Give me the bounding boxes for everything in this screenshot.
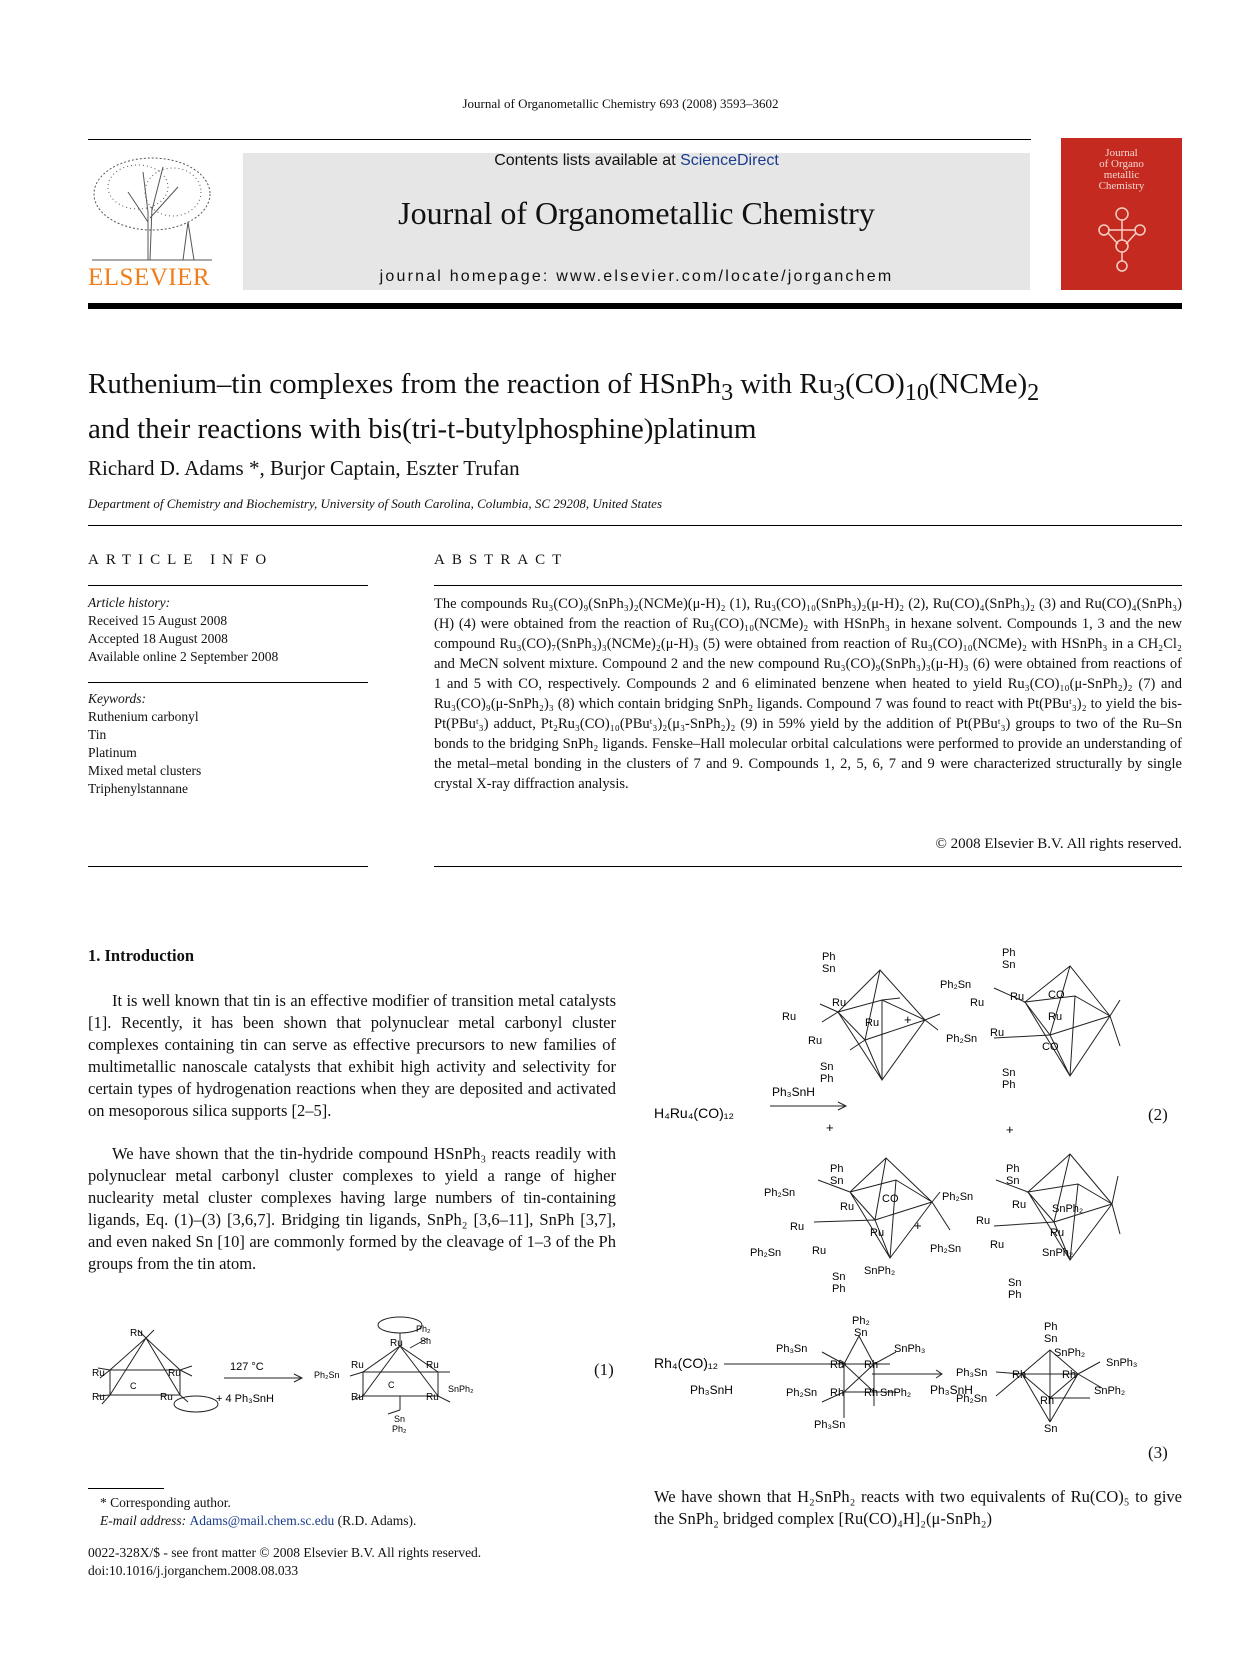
abstract-heading: ABSTRACT bbox=[434, 552, 569, 568]
eq3-sn-label: Sn bbox=[1044, 1423, 1058, 1435]
eq2-sn-label: Sn bbox=[820, 1061, 834, 1073]
eq2-ph-label: Ph bbox=[1006, 1163, 1020, 1175]
eq3-rh-label: Rh bbox=[1040, 1395, 1055, 1407]
front-matter: 0022-328X/$ - see front matter © 2008 Elsevier B.V. All rights reserved. doi:10.1016/j.jorganchem.2008.08.033 bbox=[88, 1544, 648, 1580]
eq3-rh-label: Rh bbox=[864, 1387, 879, 1399]
eq2-reactant: H₄Ru₄(CO)₁₂ bbox=[654, 1105, 734, 1121]
eq2-plus: + bbox=[826, 1120, 834, 1135]
eq2-co-label: CO bbox=[882, 1193, 899, 1205]
abstract-rule bbox=[434, 585, 1182, 586]
eq2-plus: + bbox=[914, 1218, 922, 1233]
eq1-ru-label: Ru bbox=[130, 1328, 143, 1339]
eq2-ph2sn-label: Ph₂Sn bbox=[764, 1187, 796, 1199]
header-thick-rule bbox=[88, 303, 1182, 309]
eq1-ru-label: Ru bbox=[92, 1368, 105, 1379]
journal-title: Journal of Organometallic Chemistry bbox=[398, 195, 875, 231]
eq2-ru-label: Ru bbox=[812, 1245, 827, 1257]
section-heading-introduction: 1. Introduction bbox=[88, 946, 195, 965]
eq3-snph2-label: SnPh₂ bbox=[1094, 1385, 1126, 1397]
eq2-ph2sn-label: Ph₂Sn bbox=[946, 1033, 978, 1045]
doi: doi:10.1016/j.jorganchem.2008.08.033 bbox=[88, 1563, 299, 1578]
equation-2-scheme bbox=[650, 940, 1170, 1300]
cover-molecule-graphic bbox=[1090, 200, 1154, 280]
article-title: Ruthenium–tin complexes from the reaction of HSnPh$_3$ with $Ru_3(CO)_{10}(NCMe)_2$ and their reactions with bis(tri-t-butylphosphine)platinum bbox=[88, 368, 1040, 445]
equation-1-scheme bbox=[88, 1310, 628, 1440]
eq2-sn-label: Sn bbox=[1002, 1067, 1016, 1079]
eq3-ph3sn-label: Ph₃Sn bbox=[956, 1367, 988, 1379]
abstract-bottom-rule bbox=[434, 866, 1182, 867]
eq2-ph2sn-label: Ph₂Sn bbox=[930, 1243, 962, 1255]
eq1-ru-label: Ru bbox=[92, 1392, 105, 1403]
eq2-ph-label: Ph bbox=[1002, 1079, 1016, 1091]
eq2-sn-label: Sn bbox=[1008, 1277, 1022, 1289]
eq1-condition-top: 127 °C bbox=[230, 1361, 264, 1373]
eq1-ru-label: Ru bbox=[426, 1392, 439, 1403]
eq2-ru-label: Ru bbox=[790, 1221, 805, 1233]
eq3-ph2sn-label: Ph₂Sn bbox=[786, 1387, 818, 1399]
eq3-snph2-label: SnPh₂ bbox=[1054, 1347, 1086, 1359]
elsevier-wordmark: ELSEVIER bbox=[88, 264, 211, 291]
eq3-ph3sn-label: Ph₃Sn bbox=[814, 1419, 846, 1431]
eq3-snph2-label: SnPh₂ bbox=[880, 1387, 912, 1399]
eq2-ru-label: Ru bbox=[870, 1227, 885, 1239]
eq2-ph-label: Ph bbox=[832, 1283, 846, 1295]
article-info-heading: ARTICLE INFO bbox=[88, 552, 274, 568]
eq3-reagent-1: Ph₃SnH bbox=[690, 1383, 733, 1397]
eq2-ru-label: Ru bbox=[840, 1201, 855, 1213]
eq3-rh-label: Rh bbox=[1062, 1369, 1077, 1381]
eq1-ru-label: Ru bbox=[351, 1360, 364, 1371]
author-email-link[interactable]: Adams@mail.chem.sc.edu bbox=[189, 1513, 335, 1528]
elsevier-tree-logo bbox=[88, 152, 216, 262]
eq1-ru-label: Ru bbox=[390, 1338, 403, 1349]
eq2-plus: + bbox=[1006, 1122, 1014, 1137]
keywords-rule bbox=[88, 682, 368, 683]
article-info-rule bbox=[88, 585, 368, 586]
sciencedirect-link[interactable]: ScienceDirect bbox=[680, 152, 779, 169]
eq2-ru-label: Ru bbox=[1012, 1199, 1027, 1211]
eq1-ph2-label: Ph₂ bbox=[392, 1424, 407, 1434]
article-info-bottom-rule bbox=[88, 866, 368, 867]
article-history: Article history: Received 15 August 2008 Accepted 18 August 2008 Available online 2 September 2008 bbox=[88, 595, 279, 664]
authors: Richard D. Adams *, Burjor Captain, Eszter Trufan bbox=[88, 456, 520, 480]
eq3-rh-label: Rh bbox=[830, 1359, 845, 1371]
eq3-rh-label: Rh bbox=[864, 1359, 879, 1371]
eq3-rh-label: Rh bbox=[1012, 1369, 1027, 1381]
eq2-ph2sn-label: Ph₂Sn bbox=[942, 1191, 974, 1203]
eq3-ph-label: Ph bbox=[1044, 1321, 1058, 1333]
equation-2-number: (2) bbox=[1148, 1105, 1168, 1124]
eq3-ph3sn-label: Ph₃Sn bbox=[776, 1343, 808, 1355]
eq2-ru-label: Ru bbox=[976, 1215, 991, 1227]
eq2-sn-label: Sn bbox=[1006, 1175, 1020, 1187]
eq3-reactant: Rh₄(CO)₁₂ bbox=[654, 1355, 719, 1371]
eq2-sn-label: Sn bbox=[830, 1175, 844, 1187]
header-rule bbox=[88, 139, 1031, 140]
affiliation: Department of Chemistry and Biochemistry, University of South Carolina, Columbia, SC 29208, United States bbox=[88, 496, 663, 511]
keyword: Triphenylstannane bbox=[88, 781, 188, 796]
eq3-rh-label: Rh bbox=[830, 1387, 845, 1399]
eq2-ph-label: Ph bbox=[820, 1073, 834, 1085]
keyword: Mixed metal clusters bbox=[88, 763, 202, 778]
keyword: Tin bbox=[88, 727, 107, 742]
journal-homepage[interactable]: journal homepage: www.elsevier.com/locate/jorganchem bbox=[379, 268, 894, 285]
eq2-ph-label: Ph bbox=[1002, 947, 1016, 959]
keyword: Ruthenium carbonyl bbox=[88, 709, 199, 724]
contents-line: Contents lists available at ScienceDirect bbox=[494, 152, 779, 169]
eq1-ru-label: Ru bbox=[168, 1368, 181, 1379]
eq2-sn-label: Sn bbox=[1002, 959, 1016, 971]
eq1-snph2-label: SnPh₂ bbox=[448, 1384, 474, 1394]
eq1-ru-label: Ru bbox=[351, 1392, 364, 1403]
eq2-sn-label: Sn bbox=[822, 963, 836, 975]
eq2-ru-label: Ru bbox=[1010, 991, 1025, 1003]
eq2-ru-label: Ru bbox=[990, 1239, 1005, 1251]
eq2-ru-label: Ru bbox=[865, 1017, 880, 1029]
eq1-sn-label: Sn bbox=[420, 1336, 432, 1346]
eq2-ru-label: Ru bbox=[1048, 1011, 1063, 1023]
eq2-reagent: Ph₃SnH bbox=[772, 1085, 815, 1099]
equation-3-scheme bbox=[650, 1310, 1170, 1440]
intro-paragraph-2: We have shown that the tin-hydride compound HSnPh₃ reacts readily with polynuclear metal carbonyl cluster complexes to yield a range of higher nuclearity metal cluster complexes having large numbers of tin-containing ligands, Eq. (1)–(3) [3,6,7]. Bridging tin ligands, SnPh₂ [3,6–11], SnPh [3,7], and even naked Sn [10] are commonly formed by the cleavage of 1–3 of the Ph groups from the tin atom. bbox=[88, 1144, 616, 1273]
eq1-ru-label: Ru bbox=[426, 1360, 439, 1371]
eq1-c-label: C bbox=[130, 1381, 137, 1391]
eq3-ph2-label: Ph₂ bbox=[852, 1315, 870, 1327]
eq1-c-label: C bbox=[388, 1380, 395, 1390]
eq2-ru-label: Ru bbox=[832, 997, 847, 1009]
eq2-ru-label: Ru bbox=[990, 1027, 1005, 1039]
eq3-sn-label: Sn bbox=[1044, 1333, 1058, 1345]
eq2-co-label: CO bbox=[1048, 989, 1065, 1001]
intro-paragraph-3: We have shown that H₂SnPh₂ reacts with two equivalents of Ru(CO)₅ to give the SnPh₂ bridged complex [Ru(CO)₄H]₂(μ-SnPh₂) bbox=[654, 1487, 1182, 1528]
eq2-ph-label: Ph bbox=[830, 1163, 844, 1175]
footnote-corresponding: * Corresponding author. E-mail address: Adams@mail.chem.sc.edu (R.D. Adams). bbox=[100, 1495, 417, 1528]
eq2-ru-label: Ru bbox=[970, 997, 985, 1009]
keyword: Platinum bbox=[88, 745, 137, 760]
eq3-ph2sn-label: Ph₂Sn bbox=[956, 1393, 988, 1405]
eq2-ph2sn-label: Ph₂Sn bbox=[750, 1247, 782, 1259]
intro-paragraph-1: It is well known that tin is an effective modifier of transition metal catalysts [1]. Recently, it has been shown that polynuclear metal carbonyl cluster complexes containing tin can serve as effective precursors to new families of multimetallic nanoscale catalysts that exhibit high activity and selectivity for certain types of hydrogenation reactions when they are deposited and activated on mesoporous silica supports [2–5]. bbox=[88, 991, 616, 1120]
eq1-condition-bottom: + 4 Ph₃SnH bbox=[216, 1393, 274, 1405]
eq3-snph3-label: SnPh₃ bbox=[894, 1343, 926, 1355]
eq2-snph2-label: SnPh₂ bbox=[1052, 1203, 1084, 1215]
eq2-co-label: CO bbox=[1042, 1041, 1059, 1053]
eq2-ph-label: Ph bbox=[1008, 1289, 1022, 1300]
eq2-ru-label: Ru bbox=[1050, 1227, 1065, 1239]
eq2-snph2-label: SnPh₂ bbox=[864, 1265, 896, 1277]
eq2-snph2-label: SnPh₂ bbox=[1042, 1247, 1074, 1259]
eq2-ph2sn-label: Ph₂Sn bbox=[940, 979, 972, 991]
running-header: Journal of Organometallic Chemistry 693 (2008) 3593–3602 bbox=[462, 96, 779, 111]
keywords: Keywords: Ruthenium carbonyl Tin Platinum Mixed metal clusters Triphenylstannane bbox=[88, 690, 368, 798]
eq2-ph-label: Ph bbox=[822, 951, 836, 963]
eq1-ph2sn-label: Ph₂Sn bbox=[314, 1370, 340, 1380]
eq1-ph2-label: Ph₂ bbox=[416, 1324, 431, 1334]
abstract-text: The compounds Ru₃(CO)₉(SnPh₃)₂(NCMe)(μ-H)₂ (1), Ru₃(CO)₁₀(SnPh₃)₂(μ-H)₂ (2), Ru(CO)₄(SnPh₃)₂ (3) and Ru(CO)₄(SnPh₃)(H) (4) were obtained from the reaction of Ru₃(CO)₁₀(NCMe)₂ with HSnPh₃ in hexane solvent. Compounds 1, 3 and the new compound Ru₃(CO)₇(SnPh₃)₃(NCMe)₂(μ-H)₃ (5) were obtained from reaction of Ru₃(CO)₁₀(NCMe)₂ with HSnPh₃ in a CH₂Cl₂ and MeCN solvent mixture. Compound 2 and the new compound Ru₃(CO)₉(SnPh₃)₃(μ-H)₃ (6) were obtained from reactions of 1 and 5 with CO, respectively. Compounds 2 and 6 eliminated benzene when heated to yield Ru₃(CO)₁₀(μ-SnPh₂)₂ (7) and Ru₃(CO)₉(μ-SnPh₂)₃ (8) which contain bridging SnPh₂ ligands. Compound 7 was found to react with Pt(PBuᵗ₃)₂ to yield the bis-Pt(PBuᵗ₃) adduct, Pt₂Ru₃(CO)₁₀(PBuᵗ₃)₂(μ₃-SnPh₂)₂ (9) in 59% yield by the addition of Pt(PBuᵗ₃) groups to two of the Ru–Sn bonds to the bridging SnPh₂ ligands. Fenske–Hall molecular orbital calculations were performed to provide an understanding of the metal–metal bonding in the clusters of 7 and 9. Compounds 1, 2, 5, 6, 7 and 9 were characterized structurally by single crystal X-ray diffraction analysis. bbox=[434, 596, 1182, 792]
eq2-ru-label: Ru bbox=[782, 1011, 797, 1023]
eq1-sn-label: Sn bbox=[394, 1414, 406, 1424]
eq3-sn-label: Sn bbox=[854, 1327, 868, 1339]
footnote-rule bbox=[88, 1488, 164, 1489]
eq1-ru-label: Ru bbox=[160, 1392, 173, 1403]
eq3-reagent-2: Ph₃SnH bbox=[930, 1383, 973, 1397]
equation-3-number: (3) bbox=[1148, 1443, 1168, 1462]
affiliation-rule bbox=[88, 525, 1182, 526]
cover-title: Journal of Organo metallic Chemistry bbox=[1098, 147, 1145, 192]
eq2-ru-label: Ru bbox=[808, 1035, 823, 1047]
eq2-sn-label: Sn bbox=[832, 1271, 846, 1283]
equation-1-number: (1) bbox=[594, 1360, 614, 1379]
eq3-snph3-label: SnPh₃ bbox=[1106, 1357, 1138, 1369]
abstract-copyright: © 2008 Elsevier B.V. All rights reserved. bbox=[935, 836, 1182, 852]
eq2-plus: + bbox=[904, 1012, 912, 1027]
